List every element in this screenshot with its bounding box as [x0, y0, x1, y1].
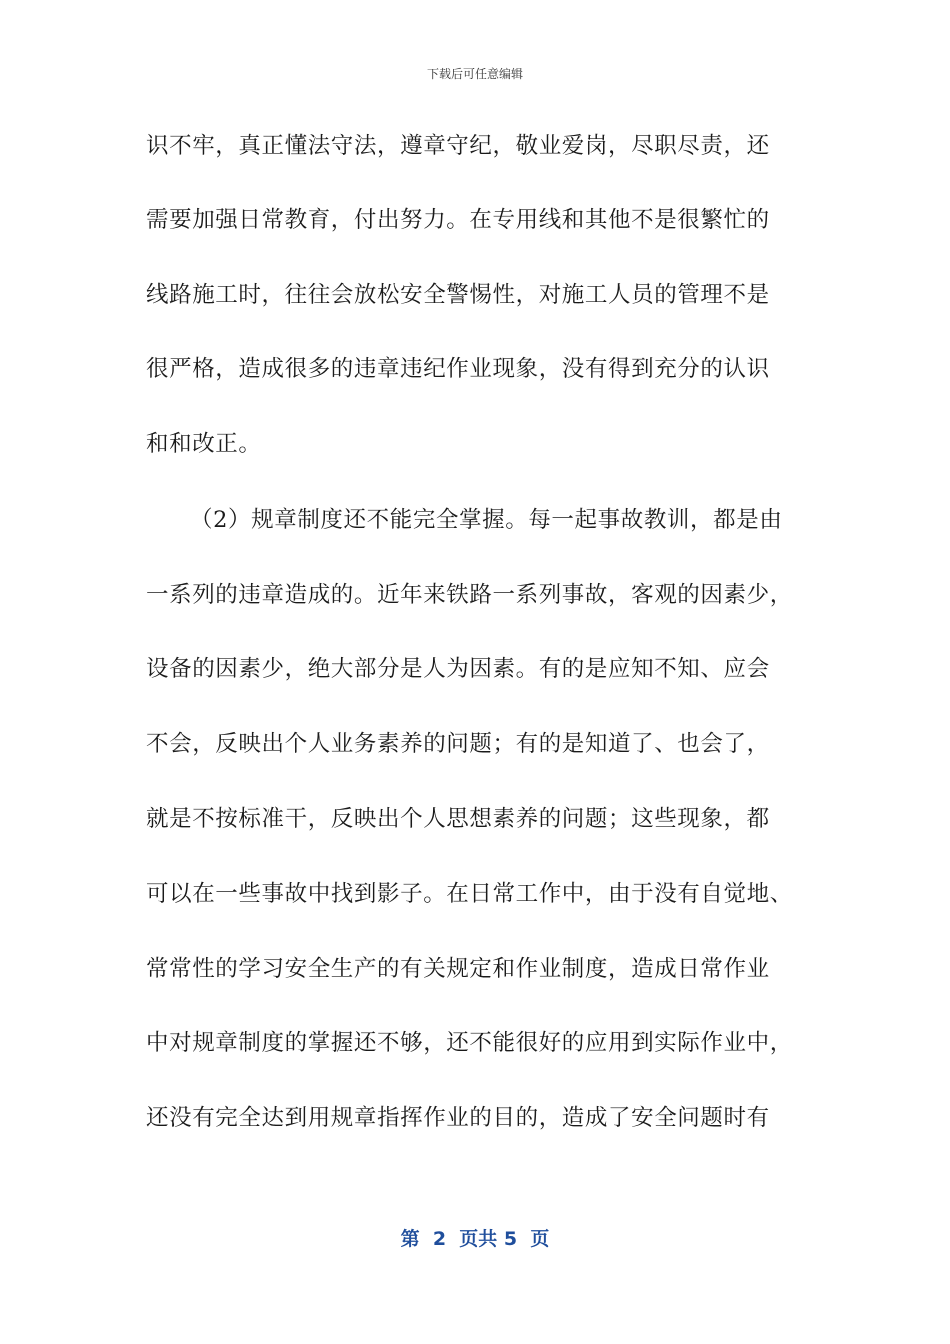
text-line: 设备的因素少，绝大部分是人为因素。有的是应知不知、应会 [146, 656, 770, 682]
text-line: 就是不按标准干，反映出个人思想素养的问题；这些现象，都 [146, 806, 770, 832]
text-line: 线路施工时，往往会放松安全警惕性，对施工人员的管理不是 [146, 282, 770, 308]
page-header: 下载后可任意编辑 [426, 67, 523, 81]
text-line: 识不牢，真正懂法守法，遵章守纪，敬业爱岗，尽职尽责，还 [146, 133, 770, 159]
text-line: 常常性的学习安全生产的有关规定和作业制度，造成日常作业 [146, 956, 770, 982]
text-line: （2）规章制度还不能完全掌握。每一起事故教训，都是由 [190, 507, 783, 533]
text-line: 很严格，造成很多的违章违纪作业现象，没有得到充分的认识 [146, 356, 770, 382]
text-line: 还没有完全达到用规章指挥作业的目的，造成了安全问题时有 [146, 1105, 770, 1131]
text-line: 不会，反映出个人业务素养的问题；有的是知道了、也会了， [146, 731, 770, 757]
text-line: 一系列的违章造成的。近年来铁路一系列事故，客观的因素少， [146, 582, 793, 608]
text-line: 可以在一些事故中找到影子。在日常工作中，由于没有自觉地、 [146, 881, 793, 907]
text-line: 需要加强日常教育，付出努力。在专用线和其他不是很繁忙的 [146, 207, 770, 233]
text-line: 中对规章制度的掌握还不够，还不能很好的应用到实际作业中， [146, 1030, 793, 1056]
page-number-footer: 第 2 页共 5 页 [400, 1228, 550, 1250]
text-line: 和和改正。 [146, 431, 262, 457]
